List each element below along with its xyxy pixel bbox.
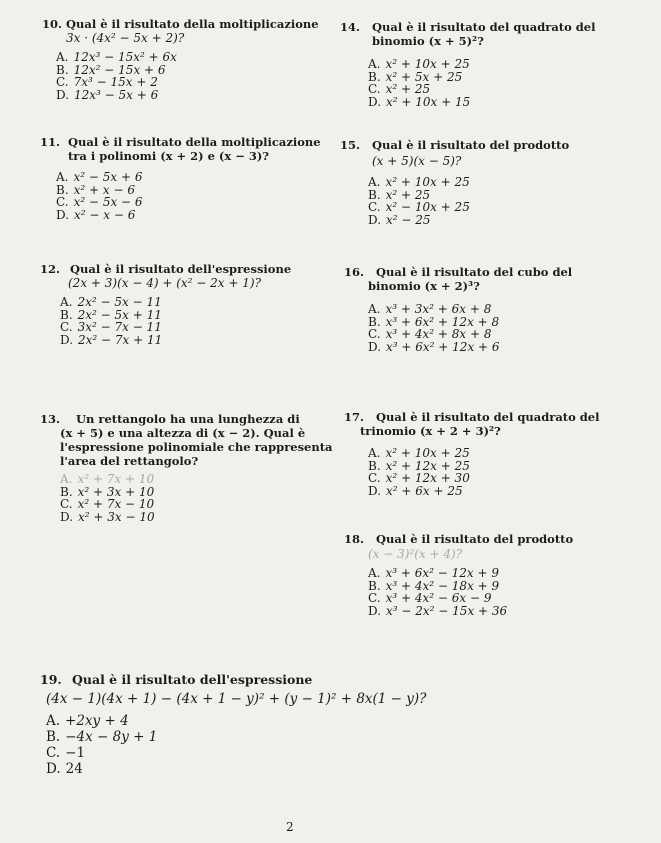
question-stem: 16. Qual è il risultato del cubo del bbox=[344, 265, 573, 279]
option-c[interactable]: C. 7x³ − 15x + 2 bbox=[56, 75, 158, 89]
option-b[interactable]: B. x² + 3x + 10 bbox=[60, 484, 155, 499]
question-stem: 14. Qual è il risultato del quadrato del bbox=[340, 20, 596, 34]
option-d[interactable]: D. 12x³ − 5x + 6 bbox=[56, 87, 159, 102]
option-a[interactable]: A. x² + 10x + 25 bbox=[368, 175, 470, 189]
option-d[interactable]: D. x³ − 2x² − 15x + 36 bbox=[368, 603, 508, 618]
option-c[interactable]: C. x³ + 4x² − 6x − 9 bbox=[368, 591, 492, 605]
question-stem: 19. Qual è il risultato dell'espressione bbox=[40, 672, 313, 687]
question-stem-line3: l'espressione polinomiale che rappresenta bbox=[60, 440, 333, 454]
option-d[interactable]: D. x² + 3x − 10 bbox=[60, 509, 155, 524]
option-c[interactable]: C. x² − 10x + 25 bbox=[368, 200, 470, 214]
option-c[interactable]: C. x² + 12x + 30 bbox=[368, 471, 470, 485]
options-list bbox=[60, 473, 333, 523]
question-stem-line2: binomio (x + 5)²? bbox=[372, 34, 484, 48]
question-stem-line2: trinomio (x + 2 + 3)²? bbox=[360, 424, 501, 438]
question-stem-line4: l'area del rettangolo? bbox=[60, 454, 199, 468]
question-17 bbox=[344, 410, 600, 497]
option-d[interactable]: D. x² − 25 bbox=[368, 212, 431, 227]
option-a[interactable]: A. x² − 5x + 6 bbox=[56, 170, 143, 184]
option-c[interactable]: C. x² + 25 bbox=[368, 82, 431, 96]
question-stem: 18. Qual è il risultato del prodotto bbox=[344, 532, 574, 546]
options-list bbox=[368, 303, 572, 353]
option-b[interactable]: B. 12x² − 15x + 6 bbox=[56, 62, 166, 77]
options-list bbox=[46, 713, 426, 777]
options-list bbox=[368, 447, 600, 497]
option-b[interactable]: B. x³ + 4x² − 18x + 9 bbox=[368, 578, 500, 593]
question-expression: (x + 5)(x − 5)? bbox=[372, 154, 462, 168]
question-expression: 3x · (4x² − 5x + 2)? bbox=[66, 31, 185, 45]
options-list bbox=[368, 567, 573, 617]
option-d[interactable]: D. 2x² − 7x + 11 bbox=[60, 332, 163, 347]
option-c[interactable]: C. x² + 7x − 10 bbox=[60, 497, 155, 511]
option-a[interactable]: A. 2x² − 5x − 11 bbox=[60, 295, 162, 309]
question-18 bbox=[344, 532, 573, 617]
option-d[interactable]: D. 24 bbox=[46, 761, 83, 777]
question-stem: 15. Qual è il risultato del prodotto bbox=[340, 138, 570, 152]
question-expression: (2x + 3)(x − 4) + (x² − 2x + 1)? bbox=[68, 276, 261, 290]
option-b[interactable]: B. x² + 12x + 25 bbox=[368, 458, 470, 473]
option-d[interactable]: D. x³ + 6x² + 12x + 6 bbox=[368, 339, 500, 354]
options-list bbox=[368, 58, 596, 108]
question-15 bbox=[340, 138, 569, 226]
option-a[interactable]: A. x³ + 3x² + 6x + 8 bbox=[368, 302, 492, 316]
question-stem-line2: tra i polinomi (x + 2) e (x − 3)? bbox=[68, 149, 270, 163]
question-stem: 13. Un rettangolo ha una lunghezza di bbox=[40, 412, 300, 426]
option-c[interactable]: C. x³ + 4x² + 8x + 8 bbox=[368, 327, 492, 341]
question-10 bbox=[42, 17, 319, 101]
question-expression: (x − 3)²(x + 4)? bbox=[368, 547, 463, 561]
option-d[interactable]: D. x² − x − 6 bbox=[56, 207, 136, 222]
option-b[interactable]: B. x³ + 6x² + 12x + 8 bbox=[368, 314, 500, 329]
option-a[interactable]: A. x² + 10x + 25 bbox=[368, 446, 470, 460]
question-stem: 17. Qual è il risultato del quadrato del bbox=[344, 410, 600, 424]
option-a[interactable]: A. 12x³ − 15x² + 6x bbox=[56, 50, 177, 64]
options-list bbox=[56, 171, 321, 221]
question-stem: 10. Qual è il risultato della moltiplicazione bbox=[42, 17, 319, 31]
option-b[interactable]: B. −4x − 8y + 1 bbox=[46, 729, 158, 745]
question-16 bbox=[344, 265, 572, 353]
option-d[interactable]: D. x² + 10x + 15 bbox=[368, 94, 471, 109]
option-c[interactable]: C. x² − 5x − 6 bbox=[56, 195, 143, 209]
question-stem: 11. Qual è il risultato della moltiplicazione bbox=[40, 135, 321, 149]
options-list bbox=[368, 176, 569, 226]
option-c[interactable]: C. −1 bbox=[46, 745, 86, 761]
option-a[interactable]: A. x² + 7x + 10 bbox=[60, 472, 155, 486]
option-b[interactable]: B. x² + 5x + 25 bbox=[368, 69, 463, 84]
question-stem-line2: binomio (x + 2)³? bbox=[368, 279, 480, 293]
option-d[interactable]: D. x² + 6x + 25 bbox=[368, 483, 463, 498]
question-11 bbox=[40, 135, 321, 221]
option-a[interactable]: A. +2xy + 4 bbox=[46, 713, 129, 729]
question-19 bbox=[40, 672, 426, 777]
question-expression: (4x − 1)(4x + 1) − (4x + 1 − y)² + (y − 1)² + 8x(1 − y)? bbox=[46, 691, 427, 707]
question-13 bbox=[40, 412, 333, 523]
question-14 bbox=[340, 20, 596, 108]
option-b[interactable]: B. x² + x − 6 bbox=[56, 182, 135, 197]
question-12 bbox=[40, 262, 291, 346]
option-b[interactable]: B. x² + 25 bbox=[368, 187, 431, 202]
option-b[interactable]: B. 2x² − 5x + 11 bbox=[60, 307, 162, 322]
option-a[interactable]: A. x² + 10x + 25 bbox=[368, 57, 470, 71]
option-a[interactable]: A. x³ + 6x² − 12x + 9 bbox=[368, 566, 499, 580]
question-stem: 12. Qual è il risultato dell'espressione bbox=[40, 262, 292, 276]
page-number: 2 bbox=[286, 820, 294, 834]
question-stem-line2: (x + 5) e una altezza di (x − 2). Qual è bbox=[60, 426, 306, 440]
options-list bbox=[60, 296, 291, 346]
option-c[interactable]: C. 3x² − 7x − 11 bbox=[60, 320, 162, 334]
options-list bbox=[56, 51, 319, 101]
